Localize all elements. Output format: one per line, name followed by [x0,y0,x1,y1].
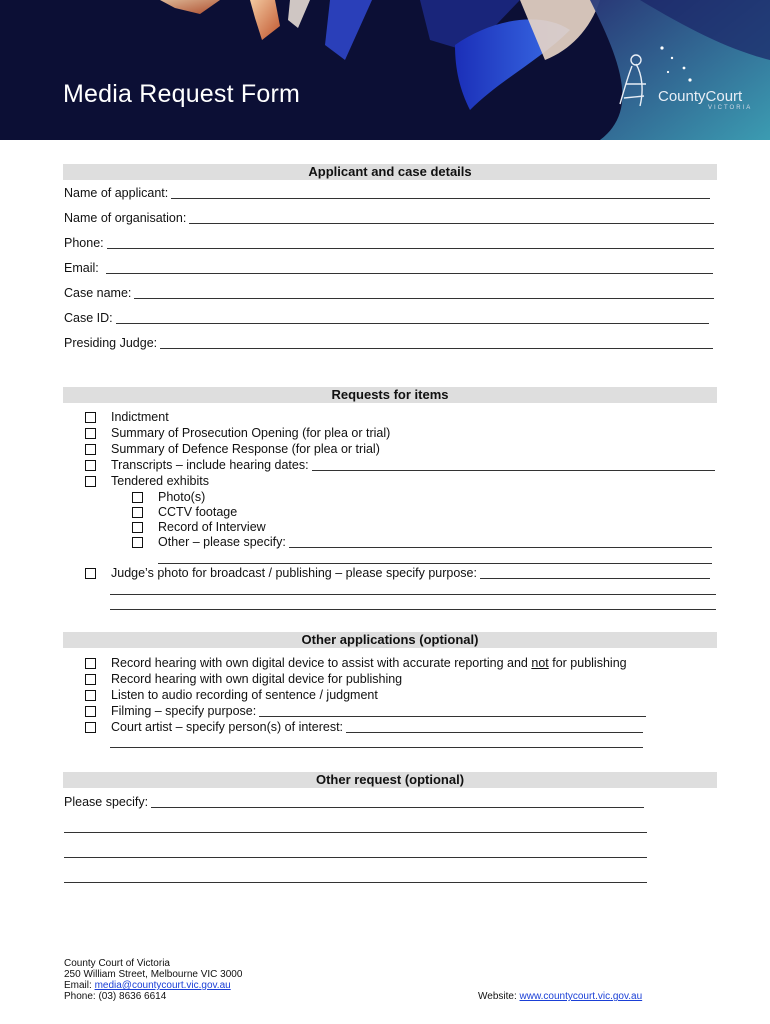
section-other-request-heading: Other request (optional) [63,772,717,788]
option-label: Court artist – specify person(s) of interest: [111,720,344,734]
footer-contact [64,958,242,1002]
footer-website-row [478,991,642,1002]
checkbox[interactable] [85,674,96,685]
other-specify-line-2[interactable] [158,563,712,564]
option-label: Transcripts – include hearing dates: [111,458,309,472]
footer-address: 250 William Street, Melbourne VIC 3000 [64,969,243,980]
exhibit-record-of-interview[interactable] [132,520,712,535]
other-specify-line[interactable] [289,536,712,548]
checkbox[interactable] [85,460,96,471]
section-applicant-heading: Applicant and case details [63,164,717,180]
field-line[interactable] [116,312,709,324]
option-label: Filming – specify purpose: [111,704,257,718]
footer-org: County Court of Victoria [64,958,170,969]
option-label: Record hearing with own digital device for publishing [111,672,403,686]
request-transcripts[interactable] [85,458,715,473]
option-label: Photo(s) [158,490,206,504]
option-label: Indictment [111,410,169,424]
other-request-line-3[interactable] [64,857,647,858]
case-id-field[interactable] [64,311,709,326]
other-request-line-4[interactable] [64,882,647,883]
option-text: Record hearing with own digital device to assist with accurate reporting and [111,656,532,670]
logo-subtitle: VICTORIA [708,105,753,111]
logo-wordmark: CountyCourt [658,88,743,105]
emphasis-not: not [531,656,549,670]
field-label: Name of organisation: [64,211,187,225]
footer-website-label: Website: [478,991,520,1002]
court-artist-line-2[interactable] [110,747,643,748]
checkbox[interactable] [132,537,143,548]
judge-photo-purpose-line[interactable] [480,567,710,579]
exhibit-photos[interactable] [132,490,712,505]
transcripts-dates-line[interactable] [312,459,715,471]
request-prosecution-opening[interactable] [85,426,715,441]
checkbox[interactable] [85,706,96,717]
name-of-applicant-field[interactable] [64,186,710,201]
option-label: Summary of Prosecution Opening (for plea or trial) [111,426,391,440]
checkbox[interactable] [132,492,143,503]
request-indictment[interactable] [85,410,715,425]
option-label: CCTV footage [158,505,238,519]
field-line[interactable] [134,287,714,299]
option-label: Other – please specify: [158,535,286,549]
judge-photo-purpose-line-3[interactable] [110,609,716,610]
app-court-artist[interactable] [85,720,643,735]
checkbox[interactable] [85,428,96,439]
field-line[interactable] [106,262,713,274]
field-label: Please specify: [64,795,149,809]
checkbox[interactable] [85,690,96,701]
option-label: Listen to audio recording of sentence / judgment [111,688,378,702]
section-items-heading: Requests for items [63,387,717,403]
field-label: Email: [64,261,99,275]
checkbox[interactable] [85,412,96,423]
field-line[interactable] [189,212,714,224]
option-text: for publishing [548,656,627,670]
exhibit-other[interactable] [132,535,712,550]
request-defence-response[interactable] [85,442,715,457]
app-record-reporting[interactable] [85,656,715,671]
checkbox[interactable] [132,507,143,518]
header-banner [0,0,770,140]
court-artist-line[interactable] [346,721,643,733]
option-label [111,656,630,671]
request-tendered-exhibits[interactable] [85,474,715,489]
field-line[interactable] [107,237,714,249]
field-label: Phone: [64,236,104,250]
footer-email-row [64,980,242,991]
section-applications-heading: Other applications (optional) [63,632,717,648]
footer-website-link[interactable]: www.countycourt.vic.gov.au [519,991,643,1002]
checkbox[interactable] [85,476,96,487]
field-line[interactable] [171,187,710,199]
name-of-organisation-field[interactable] [64,211,714,226]
checkbox[interactable] [85,722,96,733]
field-label: Case ID: [64,311,113,325]
checkbox[interactable] [85,568,96,579]
app-record-publishing[interactable] [85,672,715,687]
field-label: Name of applicant: [64,186,169,200]
option-label: Tendered exhibits [111,474,209,488]
option-label: Judge’s photo for broadcast / publishing – please specify purpose: [111,566,477,580]
email-field[interactable] [64,261,713,276]
field-line[interactable] [151,796,644,808]
other-request-line-2[interactable] [64,832,647,833]
phone-field[interactable] [64,236,714,251]
field-label: Presiding Judge: [64,336,158,350]
checkbox[interactable] [132,522,143,533]
please-specify-field[interactable] [64,795,644,810]
field-label: Case name: [64,286,132,300]
checkbox[interactable] [85,658,96,669]
filming-purpose-line[interactable] [259,705,646,717]
footer-phone: Phone: (03) 8636 6614 [64,991,167,1002]
judge-photo-purpose-line-2[interactable] [110,594,716,595]
app-listen-audio[interactable] [85,688,715,703]
footer-email-label: Email: [64,980,95,991]
case-name-field[interactable] [64,286,714,301]
exhibit-cctv[interactable] [132,505,712,520]
option-label: Record of Interview [158,520,266,534]
footer-email-link[interactable]: media@countycourt.vic.gov.au [94,980,231,991]
banner-artwork [0,0,770,140]
checkbox[interactable] [85,444,96,455]
request-judge-photo[interactable] [85,566,710,581]
presiding-judge-field[interactable] [64,336,713,351]
option-label: Summary of Defence Response (for plea or trial) [111,442,380,456]
field-line[interactable] [160,337,713,349]
page-title: Media Request Form [63,80,301,108]
app-filming[interactable] [85,704,646,719]
